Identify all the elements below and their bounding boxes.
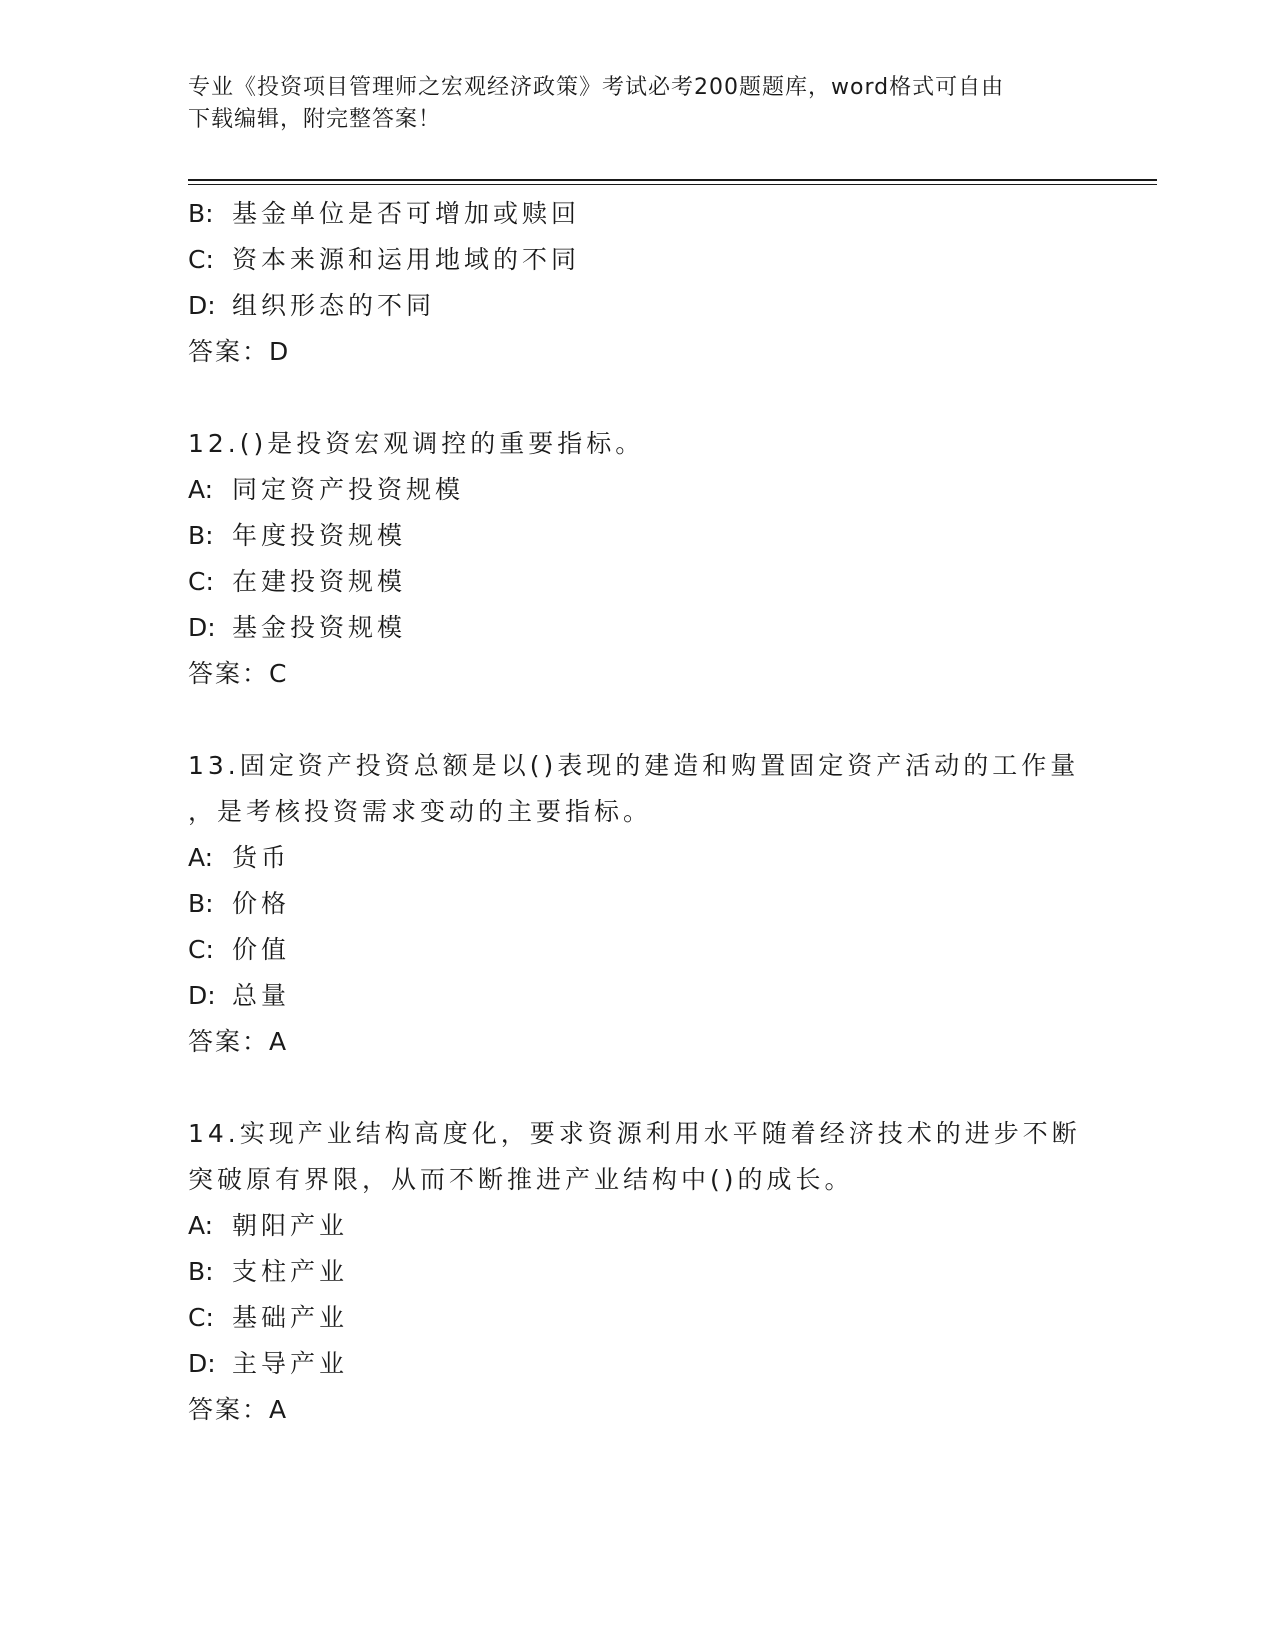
question-12 [188,421,1088,697]
question-13 [188,743,1088,1065]
option-text: 总量 [232,981,291,1010]
option-text: 年度投资规模 [232,521,407,550]
option-b [188,1249,1088,1295]
option-text: 基金单位是否可增加或赎回 [232,199,581,228]
option-letter: A: [188,843,214,872]
option-text: 价格 [232,889,291,918]
option-a [188,835,1088,881]
option-letter: D: [188,981,216,1010]
question-11-tail [188,191,1088,375]
answer: 答案：A [188,1395,289,1424]
option-text: 货币 [232,843,291,872]
header-rule-thin [188,184,1157,185]
option-a [188,467,1088,513]
answer: 答案：A [188,1027,289,1056]
option-text: 价值 [232,935,291,964]
question-stem-cont: ，是考核投资需求变动的主要指标。 [188,797,653,826]
answer: 答案：D [188,337,291,366]
option-b [188,513,1088,559]
question-list [188,191,1088,1433]
option-text: 主导产业 [232,1349,349,1378]
answer: 答案：C [188,659,289,688]
option-text: 基础产业 [232,1303,349,1332]
option-b [188,881,1088,927]
question-stem: 13.固定资产投资总额是以()表现的建造和购置固定资产活动的工作量 [188,751,1080,780]
option-letter: D: [188,1349,216,1378]
option-letter: D: [188,291,216,320]
option-letter: A: [188,1211,214,1240]
option-c [188,559,1088,605]
question-stem: 12.()是投资宏观调控的重要指标。 [188,429,645,458]
option-c [188,237,1088,283]
option-text: 资本来源和运用地域的不同 [232,245,581,274]
header-rule-thick [188,179,1157,181]
option-text: 同定资产投资规模 [232,475,465,504]
option-letter: C: [188,567,214,596]
option-letter: C: [188,245,214,274]
question-stem-cont: 突破原有界限，从而不断推进产业结构中()的成长。 [188,1165,854,1194]
option-d [188,605,1088,651]
option-text: 支柱产业 [232,1257,349,1286]
option-text: 基金投资规模 [232,613,407,642]
option-text: 组织形态的不同 [232,291,436,320]
option-letter: B: [188,1257,214,1286]
option-letter: B: [188,521,214,550]
option-d [188,973,1088,1019]
option-text: 朝阳产业 [232,1211,349,1240]
option-text: 在建投资规模 [232,567,407,596]
option-letter: D: [188,613,216,642]
question-stem: 14.实现产业结构高度化，要求资源利用水平随着经济技术的进步不断 [188,1119,1081,1148]
option-d [188,1341,1088,1387]
question-14 [188,1111,1088,1433]
header-line-1: 专业《投资项目管理师之宏观经济政策》考试必考200题题库，word格式可自由 [188,75,1005,100]
option-c [188,1295,1088,1341]
option-letter: C: [188,1303,214,1332]
option-c [188,927,1088,973]
option-letter: A: [188,475,214,504]
option-letter: B: [188,199,214,228]
option-a [188,1203,1088,1249]
option-letter: C: [188,935,214,964]
header-line-2: 下载编辑，附完整答案！ [188,107,442,132]
document-header [188,72,1088,136]
option-d [188,283,1088,329]
option-b [188,191,1088,237]
option-letter: B: [188,889,214,918]
